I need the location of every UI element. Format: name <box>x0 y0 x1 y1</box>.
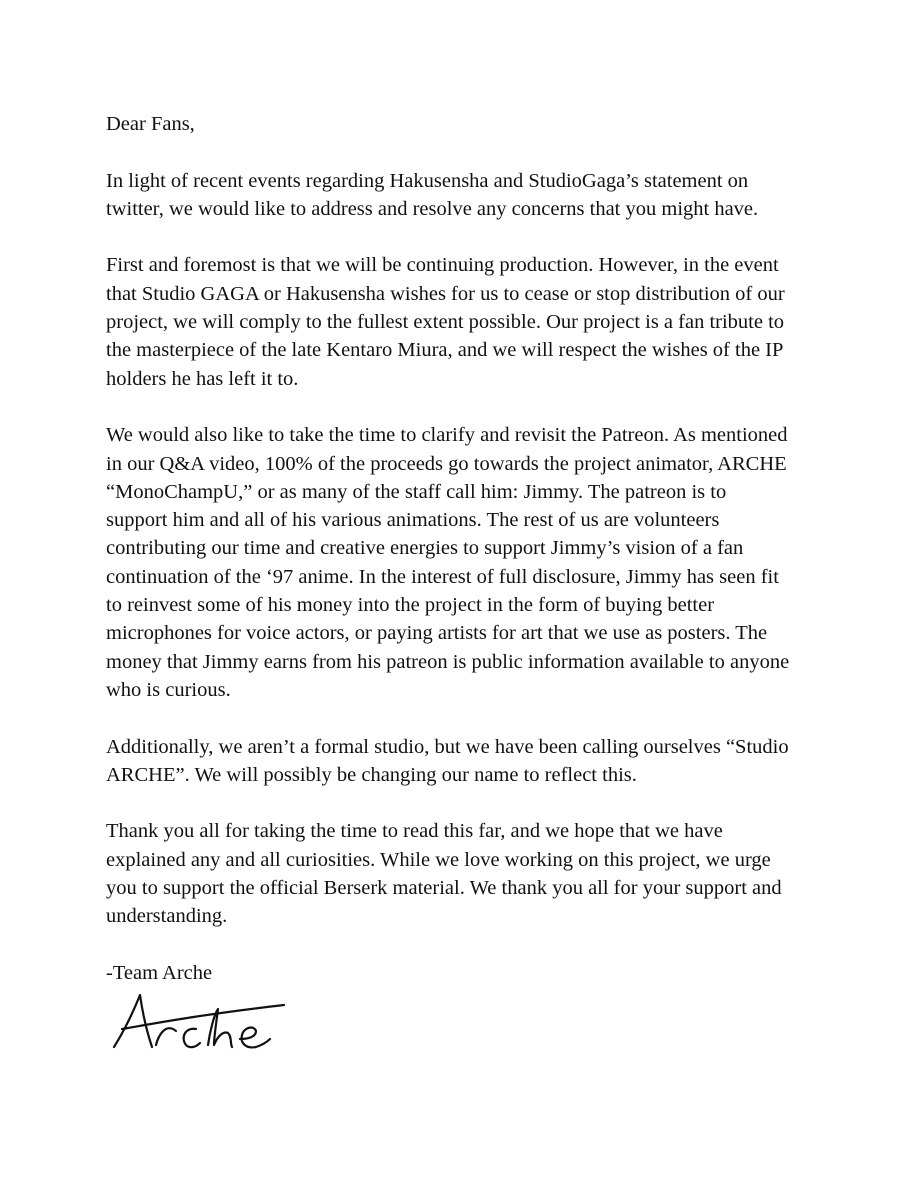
text-line: ARCHE”. We will possibly be changing our name to reflect this. <box>106 763 637 786</box>
text-line: In light of recent events regarding Hakusensha and StudioGaga’s statement on <box>106 169 749 192</box>
text-line: in our Q&A video, 100% of the proceeds go towards the project animator, ARCHE <box>106 452 787 475</box>
text-line: explained any and all curiosities. While we love working on this project, we urge <box>106 848 771 871</box>
text-line: the masterpiece of the late Kentaro Miura, and we will respect the wishes of the IP <box>106 339 784 362</box>
paragraph-production <box>106 251 826 392</box>
text-line: holders he has left it to. <box>106 367 299 390</box>
paragraph-statement <box>106 167 826 224</box>
text-line: that Studio GAGA or Hakusensha wishes for us to cease or stop distribution of our <box>106 282 785 305</box>
text-line: support him and all of his various animations. The rest of us are volunteers <box>106 509 720 532</box>
paragraph-thanks <box>106 817 826 930</box>
text-line: First and foremost is that we will be continuing production. However, in the event <box>106 254 779 277</box>
signoff: -Team Arche <box>106 961 213 984</box>
text-line: contributing our time and creative energies to support Jimmy’s vision of a fan <box>106 537 744 560</box>
text-line: money that Jimmy earns from his patreon is public information available to anyone <box>106 650 790 673</box>
text-line: microphones for voice actors, or paying artists for art that we use as posters. The <box>106 622 768 645</box>
handwritten-signature <box>106 985 296 1060</box>
text-line: understanding. <box>106 905 228 928</box>
text-line: Additionally, we aren’t a formal studio, but we have been calling ourselves “Studio <box>106 735 789 758</box>
text-line: twitter, we would like to address and resolve any concerns that you might have. <box>106 197 759 220</box>
salutation: Dear Fans, <box>106 113 195 135</box>
text-line: you to support the official Berserk material. We thank you all for your support and <box>106 877 782 900</box>
text-line: Thank you all for taking the time to read this far, and we hope that we have <box>106 820 723 843</box>
text-line: continuation of the ‘97 anime. In the interest of full disclosure, Jimmy has seen fit <box>106 565 779 588</box>
paragraph-patreon <box>106 421 826 704</box>
text-line: to reinvest some of his money into the project in the form of buying better <box>106 594 715 617</box>
letter-body <box>106 110 826 1016</box>
text-line: who is curious. <box>106 678 231 701</box>
text-line: We would also like to take the time to clarify and revisit the Patreon. As mentioned <box>106 424 788 447</box>
paragraph-studio-name <box>106 733 826 790</box>
text-line: project, we will comply to the fullest extent possible. Our project is a fan tribute to <box>106 311 785 334</box>
text-line: “MonoChampU,” or as many of the staff call him: Jimmy. The patreon is to <box>106 480 727 503</box>
